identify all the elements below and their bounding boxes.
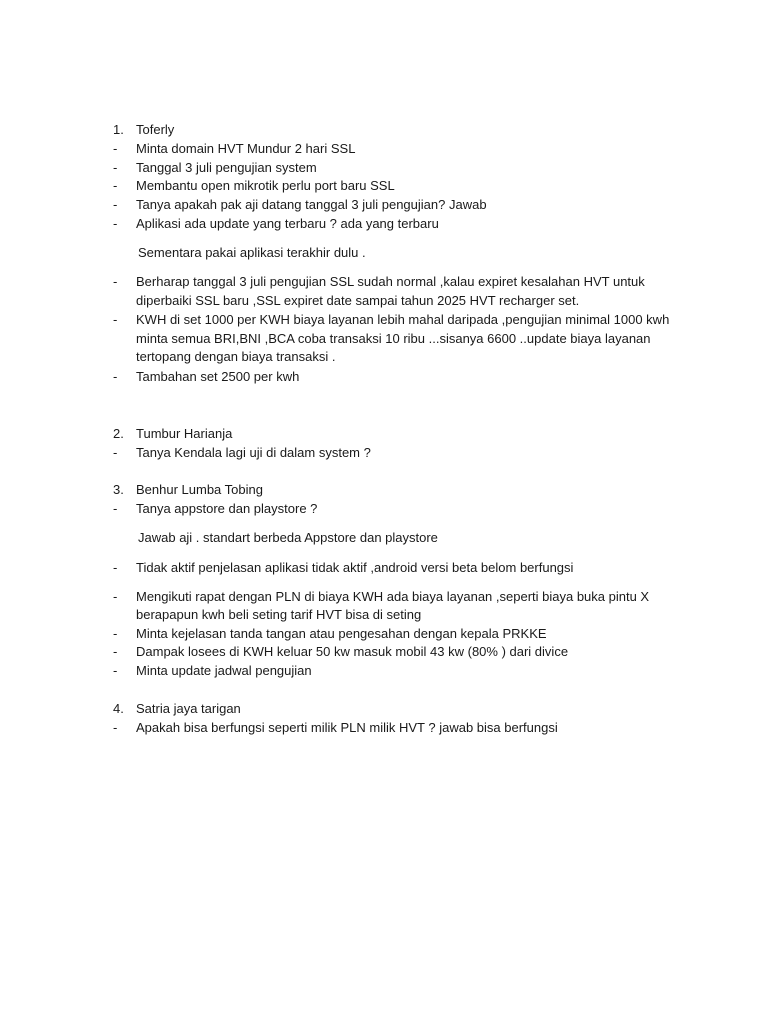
list-item-text: KWH di set 1000 per KWH biaya layanan lebih mahal daripada ,pengujian minimal 1000 kwh xyxy=(136,312,670,327)
list-item-text: Minta kejelasan tanda tangan atau pengesahan dengan kepala PRKKE xyxy=(136,626,547,641)
bullet-dash: - xyxy=(113,644,118,659)
list-item-text: Tanya apakah pak aji datang tanggal 3 juli pengujian? Jawab xyxy=(136,197,487,212)
list-item-text: Berharap tanggal 3 juli pengujian SSL sudah normal ,kalau expiret kesalahan HVT untuk xyxy=(136,274,645,289)
bullet-dash: - xyxy=(113,312,118,327)
bullet-dash: - xyxy=(113,216,118,231)
list-item-text: minta semua BRI,BNI ,BCA coba transaksi 10 ribu ...sisanya 6600 ..update biaya layanan xyxy=(136,331,651,346)
section-number: 4. xyxy=(113,701,124,716)
section-title: Satria jaya tarigan xyxy=(136,701,241,716)
list-item-text: tertopang dengan biaya transaksi . xyxy=(136,349,336,364)
list-item-text: Aplikasi ada update yang terbaru ? ada yang terbaru xyxy=(136,216,439,231)
list-item-text: Apakah bisa berfungsi seperti milik PLN milik HVT ? jawab bisa berfungsi xyxy=(136,720,558,735)
bullet-dash: - xyxy=(113,663,118,678)
section-title: Tumbur Harianja xyxy=(136,426,233,441)
list-item-text: Membantu open mikrotik perlu port baru SSL xyxy=(136,178,395,193)
bullet-dash: - xyxy=(113,501,118,516)
bullet-dash: - xyxy=(113,197,118,212)
list-item-text: diperbaiki SSL baru ,SSL expiret date sampai tahun 2025 HVT recharger set. xyxy=(136,293,580,308)
bullet-dash: - xyxy=(113,141,118,156)
bullet-dash: - xyxy=(113,178,118,193)
bullet-dash: - xyxy=(113,720,118,735)
list-item-text: Tanya appstore dan playstore ? xyxy=(136,501,318,516)
bullet-dash: - xyxy=(113,626,118,641)
section-number: 3. xyxy=(113,482,124,497)
bullet-dash: - xyxy=(113,445,118,460)
list-item-text: Tanya Kendala lagi uji di dalam system ? xyxy=(136,445,371,460)
list-item-text: Minta update jadwal pengujian xyxy=(136,663,312,678)
bullet-dash: - xyxy=(113,160,118,175)
note-text: Jawab aji . standart berbeda Appstore dan playstore xyxy=(138,530,438,545)
section-number: 1. xyxy=(113,122,124,137)
list-item-text: Tanggal 3 juli pengujian system xyxy=(136,160,317,175)
bullet-dash: - xyxy=(113,274,118,289)
bullet-dash: - xyxy=(113,369,118,384)
list-item-text: Tambahan set 2500 per kwh xyxy=(136,369,300,384)
list-item-text: berapapun kwh beli seting tarif HVT bisa di seting xyxy=(136,607,422,622)
section-title: Benhur Lumba Tobing xyxy=(136,482,263,497)
section-title: Toferly xyxy=(136,122,175,137)
bullet-dash: - xyxy=(113,589,118,604)
note-text: Sementara pakai aplikasi terakhir dulu . xyxy=(138,245,366,260)
list-item-text: Minta domain HVT Mundur 2 hari SSL xyxy=(136,141,356,156)
bullet-dash: - xyxy=(113,560,118,575)
section-number: 2. xyxy=(113,426,124,441)
list-item-text: Mengikuti rapat dengan PLN di biaya KWH ada biaya layanan ,seperti biaya buka pintu X xyxy=(136,589,650,604)
list-item-text: Dampak losees di KWH keluar 50 kw masuk mobil 43 kw (80% ) dari divice xyxy=(136,644,569,659)
list-item-text: Tidak aktif penjelasan aplikasi tidak aktif ,android versi beta belom berfungsi xyxy=(136,560,574,575)
